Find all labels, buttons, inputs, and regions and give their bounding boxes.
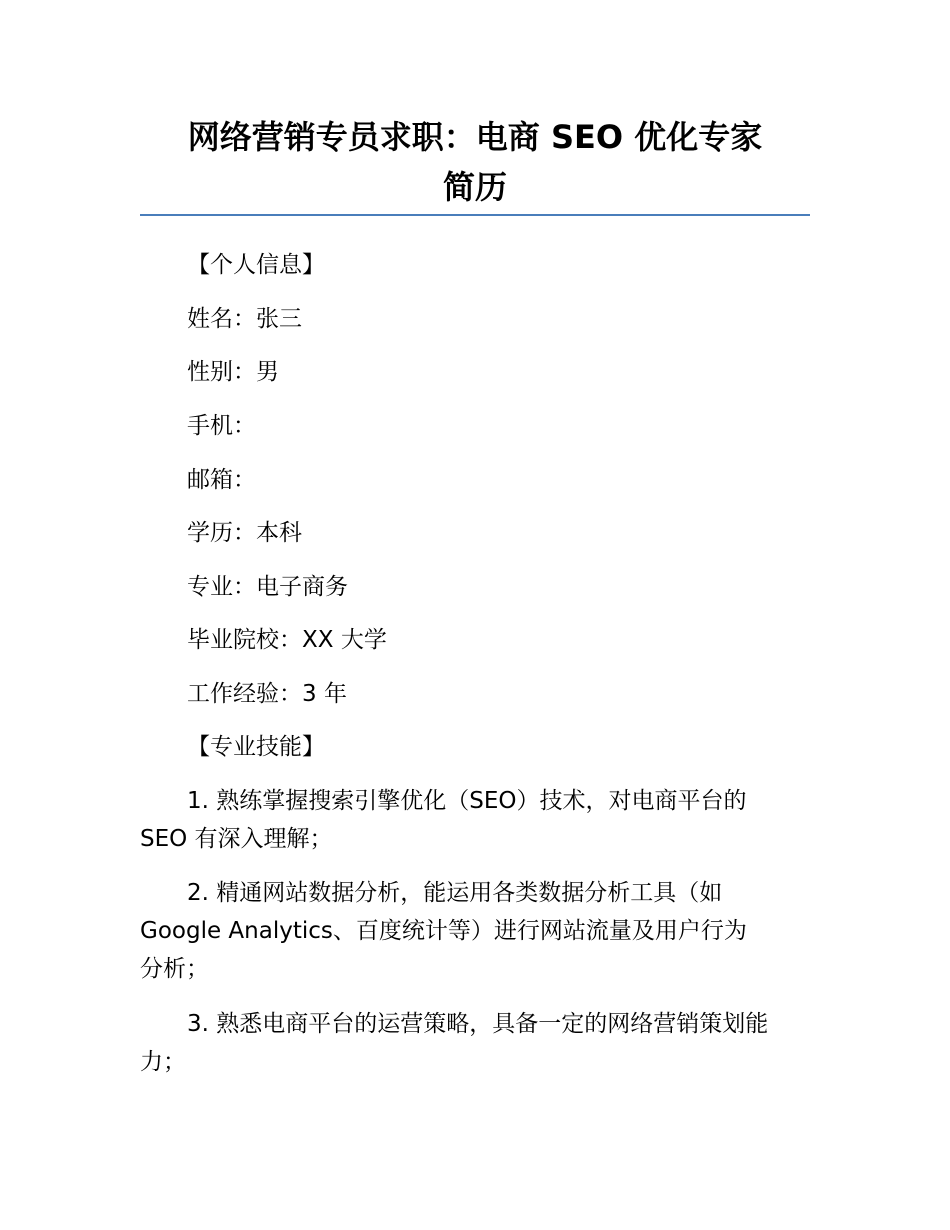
field-experience: 工作经验：3 年: [187, 681, 347, 707]
skill-item-line: 力；: [140, 1049, 186, 1075]
skill-item-line: SEO 有深入理解；: [140, 826, 333, 852]
skill-item-line: Google Analytics、百度统计等）进行网站流量及用户行为: [140, 918, 747, 944]
skill-item: [140, 1005, 810, 1081]
title-divider: [140, 214, 810, 216]
field-gender: 性别：男: [187, 359, 279, 385]
field-education: 学历：本科: [187, 520, 302, 546]
skill-item-line: 分析；: [140, 956, 209, 982]
skill-item-line: 3. 熟悉电商平台的运营策略，具备一定的网络营销策划能: [187, 1011, 769, 1037]
section-heading-skills: 【专业技能】: [187, 734, 325, 760]
section-heading-personal-info: 【个人信息】: [187, 252, 325, 278]
title-line-2: 简历: [442, 168, 507, 206]
skill-item-line: 2. 精通网站数据分析，能运用各类数据分析工具（如: [187, 880, 723, 906]
field-major: 专业：电子商务: [187, 574, 348, 600]
title-line-1: 网络营销专员求职：电商 SEO 优化专家: [187, 118, 763, 156]
skill-item: [140, 782, 810, 858]
field-phone: 手机：: [187, 413, 256, 439]
field-email: 邮箱：: [187, 467, 256, 493]
field-school: 毕业院校：XX 大学: [187, 627, 387, 653]
skill-item: [140, 874, 810, 988]
page-title: [140, 112, 810, 212]
skill-item-line: 1. 熟练掌握搜索引擎优化（SEO）技术，对电商平台的: [187, 788, 747, 814]
field-name: 姓名：张三: [187, 306, 302, 332]
